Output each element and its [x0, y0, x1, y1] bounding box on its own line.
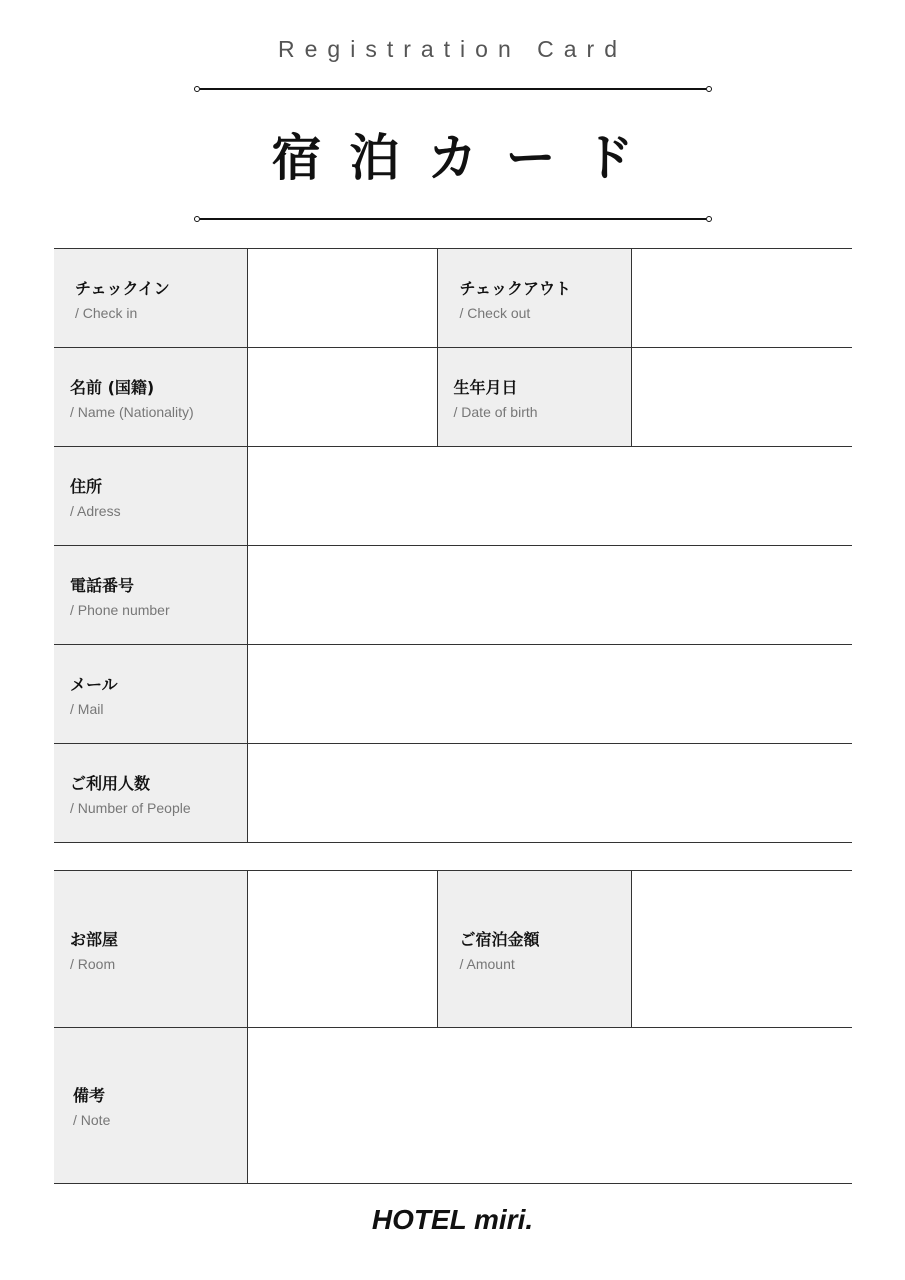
- checkout-label: [437, 249, 631, 348]
- hotel-name: HOTEL miri.: [371, 1204, 534, 1235]
- checkin-label-jp: チェックイン: [75, 278, 170, 298]
- card-subtitle: Registration Card: [278, 36, 627, 62]
- row-address: [54, 447, 852, 546]
- amount-label-jp: ご宿泊金額: [459, 929, 540, 949]
- amount-label: [437, 871, 631, 1028]
- amount-label-en: / Amount: [459, 955, 515, 972]
- note-label-jp: 備考: [73, 1086, 106, 1105]
- address-label: [54, 447, 247, 546]
- checkin-label-en: / Check in: [75, 304, 138, 321]
- row-room-amount: [54, 871, 852, 1028]
- name-label: [54, 348, 247, 447]
- row-name-birth: [54, 348, 852, 447]
- phone-label: [54, 546, 247, 645]
- stay-info-table: [54, 870, 852, 1184]
- row-mail: [54, 645, 852, 744]
- phone-field[interactable]: [247, 546, 852, 645]
- room-label-jp: お部屋: [70, 929, 119, 949]
- room-field[interactable]: [247, 871, 437, 1028]
- checkout-label-en: / Check out: [459, 304, 531, 321]
- people-label-en: / Number of People: [70, 799, 191, 816]
- mail-label: [54, 645, 247, 744]
- phone-label-jp: 電話番号: [70, 575, 135, 595]
- birth-label: [437, 348, 631, 447]
- mail-label-en: / Mail: [70, 700, 104, 717]
- name-label-en: / Name (Nationality): [70, 403, 194, 420]
- name-field[interactable]: [247, 348, 437, 447]
- top-divider: [200, 88, 706, 90]
- checkout-field[interactable]: [631, 249, 852, 348]
- address-field[interactable]: [247, 447, 852, 546]
- people-label-jp: ご利用人数: [70, 773, 151, 793]
- note-label-en: / Note: [73, 1112, 111, 1128]
- birth-label-jp: 生年月日: [453, 377, 518, 397]
- row-check-dates: [54, 249, 852, 348]
- room-label-en: / Room: [70, 955, 116, 972]
- row-phone: [54, 546, 852, 645]
- birth-label-en: / Date of birth: [453, 403, 538, 420]
- guest-info-table: [54, 248, 852, 843]
- checkin-field[interactable]: [247, 249, 437, 348]
- note-label: [54, 1028, 247, 1184]
- mail-field[interactable]: [247, 645, 852, 744]
- row-note: [54, 1028, 852, 1184]
- address-label-jp: 住所: [70, 476, 103, 496]
- checkout-label-jp: チェックアウト: [459, 278, 572, 298]
- checkin-label: [54, 249, 247, 348]
- people-label: [54, 744, 247, 843]
- row-people: [54, 744, 852, 843]
- name-label-jp: 名前 (国籍): [70, 377, 155, 397]
- bottom-divider: [200, 218, 706, 220]
- birth-field[interactable]: [631, 348, 852, 447]
- people-field[interactable]: [247, 744, 852, 843]
- amount-field[interactable]: [631, 871, 852, 1028]
- card-title: 宿泊カード: [271, 129, 662, 187]
- room-label: [54, 871, 247, 1028]
- address-label-en: / Adress: [70, 502, 121, 519]
- phone-label-en: / Phone number: [70, 601, 170, 618]
- note-field[interactable]: [247, 1028, 852, 1184]
- mail-label-jp: メール: [70, 674, 118, 694]
